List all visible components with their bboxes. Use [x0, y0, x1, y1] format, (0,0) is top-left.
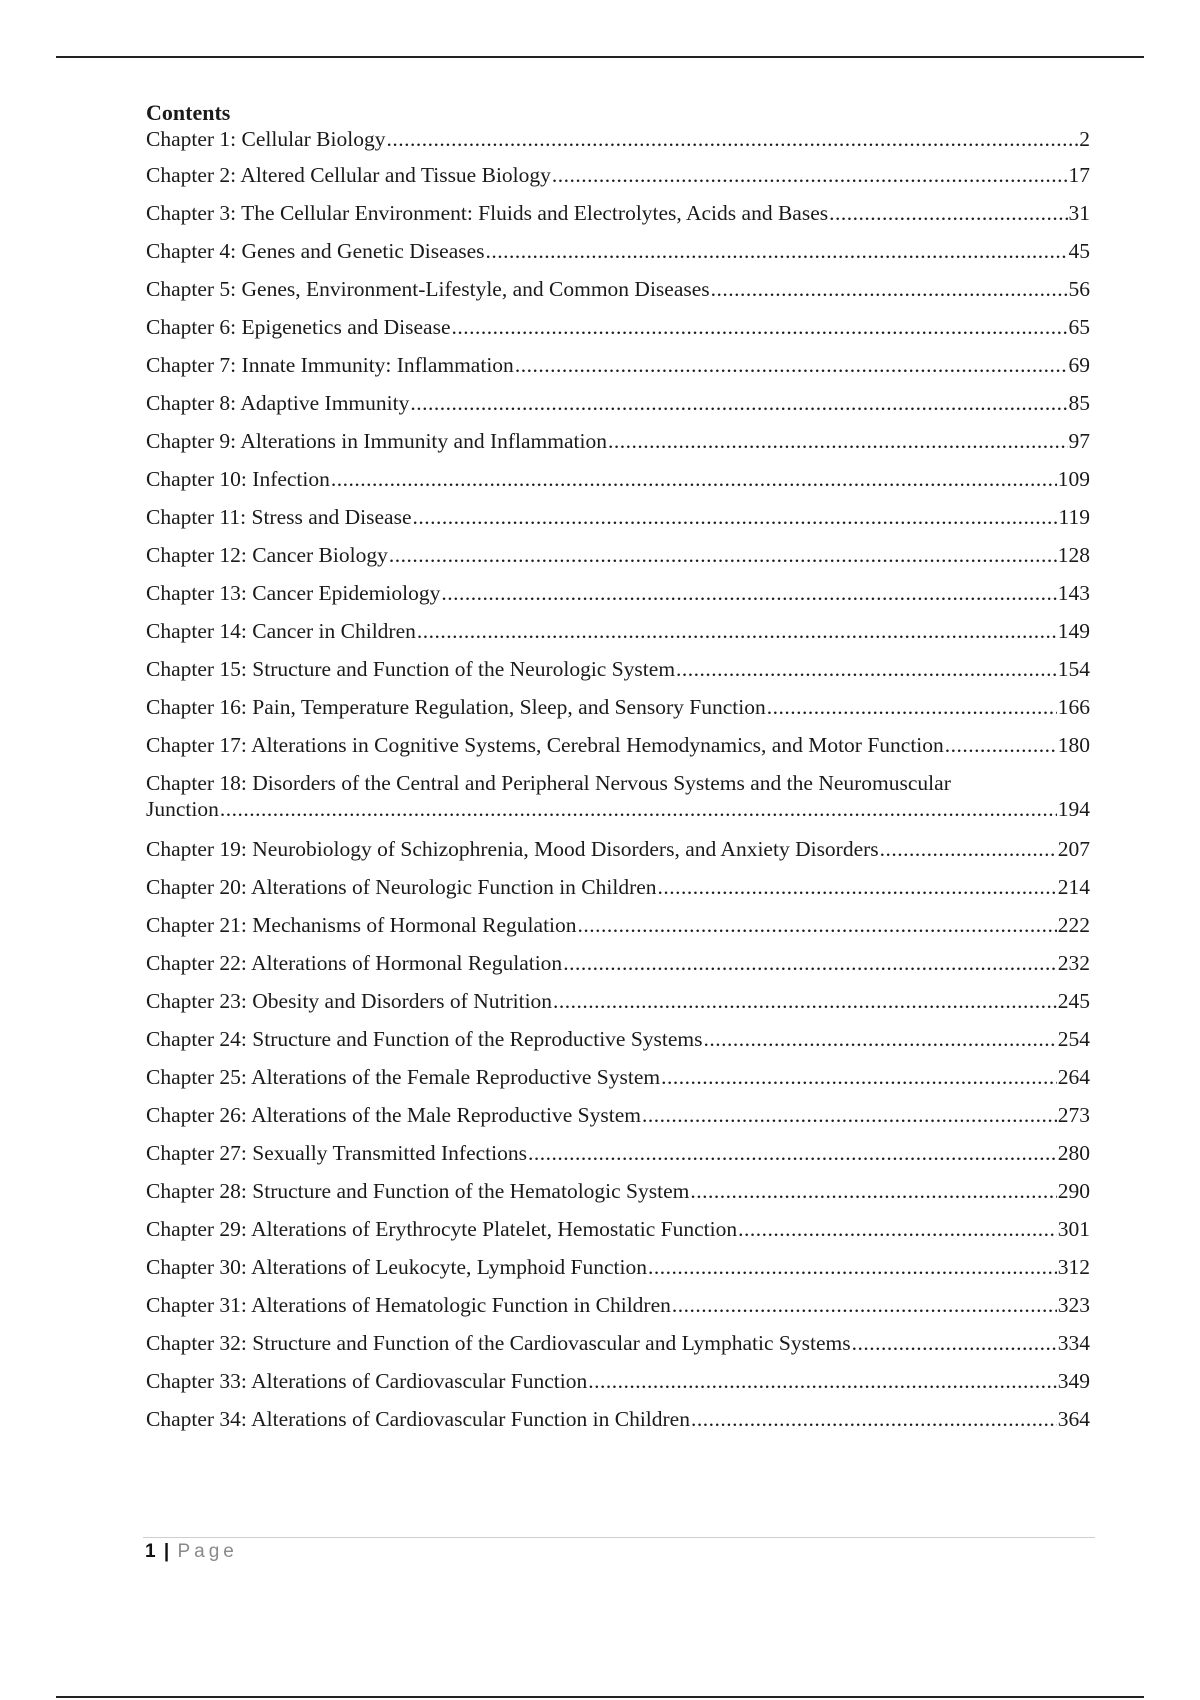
- toc-dot-leader: [553, 988, 1057, 1014]
- toc-entry-title: Chapter 10: Infection: [146, 467, 330, 491]
- toc-entry[interactable]: [146, 352, 1090, 390]
- toc-dot-leader: [413, 504, 1058, 530]
- toc-entry[interactable]: [146, 162, 1090, 200]
- footer-page-label: Page: [177, 1541, 238, 1562]
- toc-dot-leader: [552, 162, 1068, 188]
- toc-entry-title: Chapter 2: Altered Cellular and Tissue Biology: [146, 163, 551, 187]
- toc-dot-leader: [690, 1178, 1056, 1204]
- footer-page-number: 1: [145, 1541, 156, 1562]
- toc-dot-leader: [389, 542, 1057, 568]
- toc-entry-page: 143: [1057, 581, 1090, 605]
- toc-entry-title: Chapter 16: Pain, Temperature Regulation, Sleep, and Sensory Function: [146, 695, 766, 719]
- bottom-rule: [56, 1696, 1144, 1698]
- toc-list: [146, 126, 1090, 1444]
- toc-dot-leader: [704, 1026, 1057, 1052]
- toc-dot-leader: [386, 126, 1078, 152]
- toc-entry-page: 364: [1057, 1407, 1090, 1431]
- toc-dot-leader: [880, 836, 1057, 862]
- toc-entry[interactable]: [146, 1140, 1090, 1178]
- toc-entry-page: 180: [1057, 733, 1090, 757]
- toc-entry-page: 109: [1057, 467, 1090, 491]
- toc-dot-leader: [563, 950, 1057, 976]
- toc-dot-leader: [661, 1064, 1057, 1090]
- toc-entry-title: Chapter 14: Cancer in Children: [146, 619, 416, 643]
- toc-entry-page: 65: [1068, 315, 1090, 339]
- toc-dot-leader: [417, 618, 1057, 644]
- toc-dot-leader: [658, 874, 1057, 900]
- toc-entry[interactable]: [146, 1102, 1090, 1140]
- toc-entry[interactable]: [146, 276, 1090, 314]
- toc-entry[interactable]: [146, 1064, 1090, 1102]
- toc-entry-page: 290: [1057, 1179, 1090, 1203]
- toc-entry[interactable]: [146, 542, 1090, 580]
- toc-entry-title: Chapter 15: Structure and Function of the Neurologic System: [146, 657, 676, 681]
- toc-dot-leader: [515, 352, 1068, 378]
- toc-entry-page: 207: [1057, 837, 1090, 861]
- toc-entry-page: 323: [1057, 1293, 1090, 1317]
- toc-entry-title: Chapter 33: Alterations of Cardiovascular Function: [146, 1369, 588, 1393]
- toc-entry-page: 31: [1068, 201, 1090, 225]
- toc-dot-leader: [588, 1368, 1056, 1394]
- toc-dot-leader: [441, 580, 1056, 606]
- toc-entry-title: Chapter 5: Genes, Environment-Lifestyle, and Common Diseases: [146, 277, 710, 301]
- toc-entry[interactable]: [146, 1178, 1090, 1216]
- toc-entry-title: Chapter 1: Cellular Biology: [146, 127, 386, 151]
- toc-entry-page: 280: [1057, 1141, 1090, 1165]
- toc-entry-title: Chapter 25: Alterations of the Female Reproductive System: [146, 1065, 661, 1089]
- table-of-contents: [146, 100, 1090, 1444]
- toc-entry-page: 273: [1057, 1103, 1090, 1127]
- toc-entry-page: 349: [1057, 1369, 1090, 1393]
- toc-entry-title: Chapter 23: Obesity and Disorders of Nutrition: [146, 989, 553, 1013]
- toc-entry-title: Chapter 4: Genes and Genetic Diseases: [146, 239, 485, 263]
- toc-dot-leader: [691, 1406, 1057, 1432]
- toc-dot-leader: [767, 694, 1057, 720]
- toc-dot-leader: [642, 1102, 1057, 1128]
- toc-entry[interactable]: [146, 1330, 1090, 1368]
- toc-entry-title: Chapter 13: Cancer Epidemiology: [146, 581, 441, 605]
- toc-entry[interactable]: [146, 656, 1090, 694]
- toc-entry-title: Chapter 3: The Cellular Environment: Fluids and Electrolytes, Acids and Bases: [146, 201, 829, 225]
- toc-entry[interactable]: [146, 390, 1090, 428]
- toc-entry-title: Chapter 21: Mechanisms of Hormonal Regulation: [146, 913, 577, 937]
- toc-entry-title: Chapter 34: Alterations of Cardiovascular Function in Children: [146, 1407, 690, 1431]
- toc-dot-leader: [578, 912, 1057, 938]
- toc-dot-leader: [410, 390, 1067, 416]
- toc-dot-leader: [648, 1254, 1057, 1280]
- toc-entry[interactable]: [146, 770, 1090, 836]
- toc-heading: Contents: [146, 100, 231, 125]
- toc-entry-page: 214: [1057, 875, 1090, 899]
- toc-entry-title: Chapter 9: Alterations in Immunity and Inflammation: [146, 429, 607, 453]
- toc-entry[interactable]: [146, 428, 1090, 466]
- toc-entry-page: 312: [1057, 1255, 1090, 1279]
- toc-entry-page: 232: [1057, 951, 1090, 975]
- toc-dot-leader: [676, 656, 1057, 682]
- toc-entry-title: Chapter 19: Neurobiology of Schizophrenia, Mood Disorders, and Anxiety Disorders: [146, 837, 879, 861]
- toc-dot-leader: [672, 1292, 1057, 1318]
- toc-entry-page: 254: [1057, 1027, 1090, 1051]
- toc-entry-title: Chapter 27: Sexually Transmitted Infections: [146, 1141, 527, 1165]
- toc-entry[interactable]: [146, 314, 1090, 352]
- top-rule: [56, 56, 1144, 58]
- toc-dot-leader: [945, 732, 1057, 758]
- toc-entry-title: Chapter 32: Structure and Function of the Cardiovascular and Lymphatic Systems: [146, 1331, 851, 1355]
- toc-entry-page: 245: [1057, 989, 1090, 1013]
- toc-entry-title: Chapter 7: Innate Immunity: Inflammation: [146, 353, 514, 377]
- toc-entry-page: 149: [1057, 619, 1090, 643]
- toc-entry[interactable]: [146, 580, 1090, 618]
- toc-entry-title: Chapter 20: Alterations of Neurologic Function in Children: [146, 875, 657, 899]
- toc-dot-leader: [608, 428, 1068, 454]
- toc-dot-leader: [452, 314, 1068, 340]
- toc-entry[interactable]: [146, 694, 1090, 732]
- toc-entry-title: Chapter 31: Alterations of Hematologic Function in Children: [146, 1293, 671, 1317]
- toc-entry-title: Chapter 12: Cancer Biology: [146, 543, 388, 567]
- toc-entry-page: 45: [1068, 239, 1090, 263]
- toc-dot-leader: [711, 276, 1068, 302]
- toc-entry-page: 128: [1057, 543, 1090, 567]
- page-footer: [145, 1541, 238, 1563]
- toc-entry[interactable]: [146, 1254, 1090, 1292]
- toc-entry-page: 97: [1068, 429, 1090, 453]
- toc-entry[interactable]: [146, 1216, 1090, 1254]
- toc-entry-page: 194: [1057, 797, 1090, 821]
- toc-entry[interactable]: [146, 950, 1090, 988]
- toc-dot-leader: [486, 238, 1068, 264]
- toc-entry-title: Chapter 28: Structure and Function of the Hematologic System: [146, 1179, 690, 1203]
- toc-entry-page: 85: [1068, 391, 1090, 415]
- toc-dot-leader: [331, 466, 1057, 492]
- toc-entry-title: Chapter 24: Structure and Function of the Reproductive Systems: [146, 1027, 703, 1051]
- toc-entry-title: Chapter 6: Epigenetics and Disease: [146, 315, 451, 339]
- toc-entry[interactable]: [146, 912, 1090, 950]
- toc-entry[interactable]: [146, 126, 1090, 162]
- toc-entry-page: 119: [1058, 505, 1090, 529]
- toc-entry-page: 69: [1068, 353, 1090, 377]
- toc-entry[interactable]: [146, 504, 1090, 542]
- toc-entry-page: 222: [1057, 913, 1090, 937]
- toc-dot-leader: [852, 1330, 1057, 1356]
- toc-entry-title-continued: Junction: [146, 797, 219, 821]
- toc-dot-leader: [829, 200, 1067, 226]
- toc-entry[interactable]: [146, 836, 1090, 874]
- toc-dot-leader: [220, 796, 1057, 822]
- toc-entry-page: 17: [1068, 163, 1090, 187]
- toc-entry-title: Chapter 22: Alterations of Hormonal Regulation: [146, 951, 563, 975]
- toc-entry[interactable]: [146, 1026, 1090, 1064]
- toc-entry-page: 166: [1057, 695, 1090, 719]
- toc-entry[interactable]: [146, 466, 1090, 504]
- toc-entry-title: Chapter 18: Disorders of the Central and Peripheral Nervous Systems and the Neuromuscular: [146, 771, 951, 795]
- toc-entry-title: Chapter 29: Alterations of Erythrocyte Platelet, Hemostatic Function: [146, 1217, 738, 1241]
- toc-dot-leader: [738, 1216, 1057, 1242]
- toc-entry[interactable]: [146, 200, 1090, 238]
- toc-entry-page: 154: [1057, 657, 1090, 681]
- toc-entry-page: 334: [1057, 1331, 1090, 1355]
- toc-entry-page: 56: [1068, 277, 1090, 301]
- toc-entry[interactable]: [146, 1292, 1090, 1330]
- toc-entry-title: Chapter 30: Alterations of Leukocyte, Lymphoid Function: [146, 1255, 647, 1279]
- footer-separator: |: [163, 1541, 170, 1562]
- toc-entry-page: 264: [1057, 1065, 1090, 1089]
- toc-dot-leader: [528, 1140, 1057, 1166]
- toc-entry[interactable]: [146, 1368, 1090, 1406]
- toc-entry-title: Chapter 17: Alterations in Cognitive Systems, Cerebral Hemodynamics, and Motor Function: [146, 733, 944, 757]
- toc-entry-title: Chapter 11: Stress and Disease: [146, 505, 412, 529]
- toc-entry[interactable]: [146, 874, 1090, 912]
- toc-entry[interactable]: [146, 618, 1090, 656]
- footer-rule: [143, 1537, 1095, 1538]
- toc-entry-title: Chapter 8: Adaptive Immunity: [146, 391, 410, 415]
- toc-entry-page: 2: [1079, 127, 1090, 151]
- toc-entry-title: Chapter 26: Alterations of the Male Reproductive System: [146, 1103, 641, 1127]
- toc-entry[interactable]: [146, 1406, 1090, 1444]
- toc-entry[interactable]: [146, 988, 1090, 1026]
- toc-entry-page: 301: [1057, 1217, 1090, 1241]
- toc-entry[interactable]: [146, 732, 1090, 770]
- toc-entry[interactable]: [146, 238, 1090, 276]
